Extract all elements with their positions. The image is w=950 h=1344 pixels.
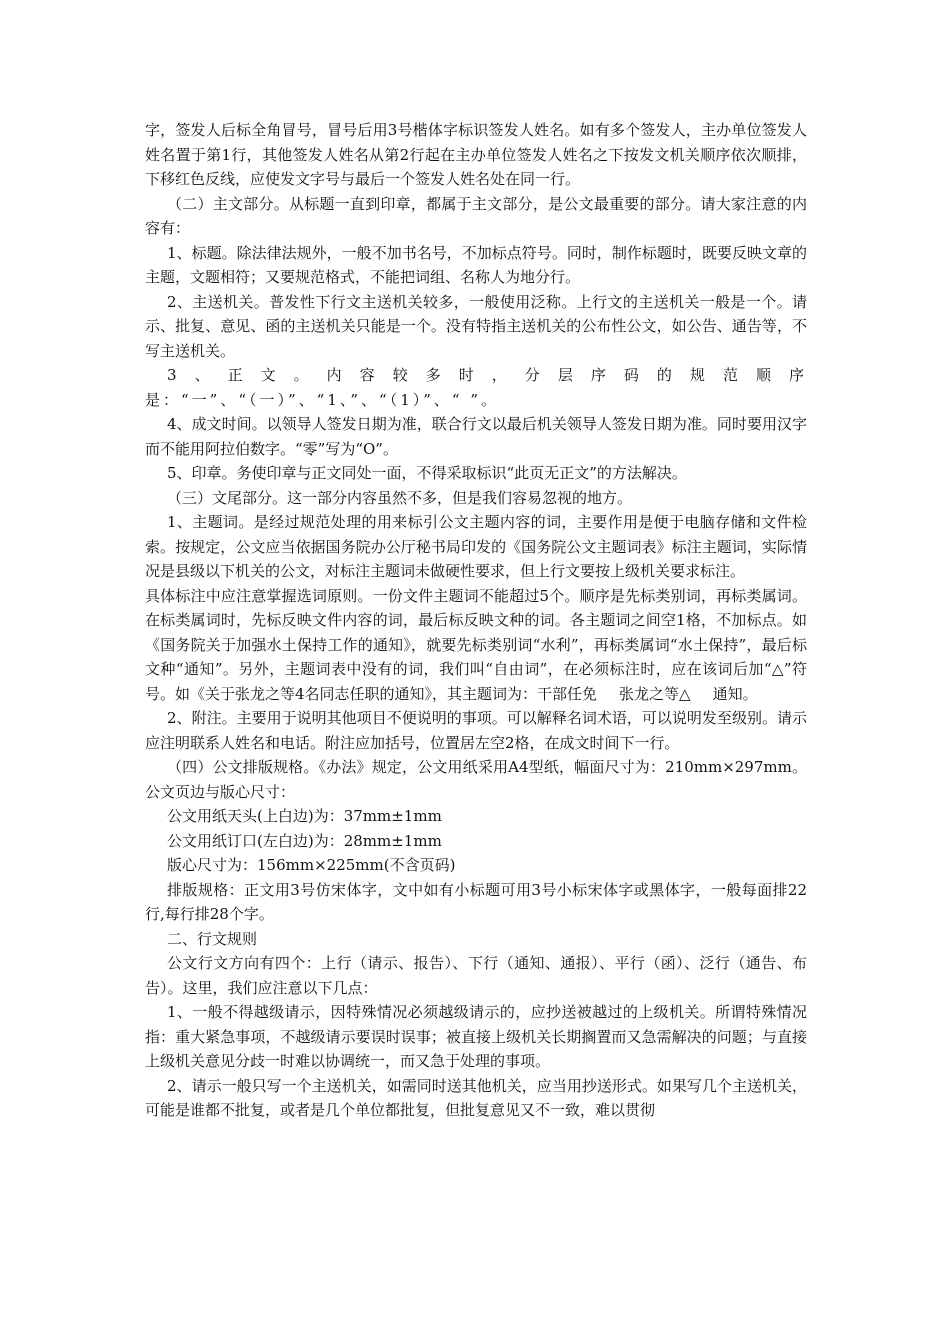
section-heading-rules: 二、行文规则 [167,929,258,948]
paragraph-seal: 5、印章。务使印章与正文同处一面，不得采取标识“此页无正文”的方法解决。 [167,464,687,482]
paragraph-top-margin: 公文用纸天头(上白边)为：37mm±1mm [167,807,442,825]
paragraph-main-text-heading: （二）主文部分。从标题一直到印章，都属于主文部分，是公文最重要的部分。请大家注意的内容有： [145,194,807,237]
paragraph-left-margin: 公文用纸订口(左白边)为：28mm±1mm [167,831,442,850]
subject-word-genre: 通知。 [712,684,758,703]
paragraph-signer: 字，签发人后标全角冒号，冒号后用3号楷体字标识签发人姓名。如有多个签发人，主办单位签发人姓名置于第1行，其他签发人姓名从第2行起在主办单位签发人姓名之下按发文机关顺序依次顺排，下移红色反线，应使发文字号与最后一个签发人姓名处在同一行。 [145,121,807,188]
paragraph-rule-1: 1、一般不得越级请示，因特殊情况必须越级请示的，应抄送被越过的上级机关。所谓特殊情况指：重大紧急事项，不越级请示要误时误事；被直接上级机关长期搁置而又急需解决的问题；与直接上级机关意见分歧一时难以协调统一，而又急于处理的事项。 [145,1003,807,1070]
paragraph-layout-spec: （四）公文排版规格。《办法》规定，公文用纸采用A4型纸，幅面尺寸为：210mm×297mm。公文页边与版心尺寸： [145,758,807,801]
paragraph-recipient: 2、主送机关。普发性下行文主送机关较多，一般使用泛称。上行文的主送机关一般是一个。请示、批复、意见、函的主送机关只能是一个。没有特指主送机关的公布性公文，如公告、通告等，不写主送机关。 [145,292,807,360]
document-page [145,118,807,1123]
paragraph-subject-rules [145,584,807,707]
subject-word-name: 张龙之等△ [619,684,691,703]
paragraph-date: 4、成文时间。以领导人签发日期为准，联合行文以最后机关领导人签发日期为准。同时要用汉字而不能用阿拉伯数字。“零”写为“O”。 [145,415,807,458]
paragraph-body: 3、正文。内容较多时，分层序码的规范顺序是：“一”、“（一）”、“1、”、“（1）”、“ ”。 [145,366,807,409]
paragraph-rule-2: 2、请示一般只写一个主送机关，如需同时送其他机关，应当用抄送形式。如果写几个主送机关，可能是谁都不批复，或者是几个单位都批复，但批复意见又不一致，难以贯彻 [145,1076,807,1119]
paragraph-title: 1、标题。除法律法规外，一般不加书名号，不加标点符号。同时，制作标题时，既要反映文章的主题，文题相符；又要规范格式，不能把词组、名称人为地分行。 [145,243,807,286]
paragraph-subject-words: 1、主题词。是经过规范处理的用来标引公文主题内容的词，主要作用是便于电脑存储和文件检索。按规定，公文应当依据国务院办公厅秘书局印发的《国务院公文主题词表》标注主题词，实际情况是县级以下机关的公文，对标注主题词未做硬性要求，但上行文要按上级机关要求标注。 [145,513,807,580]
subject-rules-text: 具体标注中应注意掌握选词原则。一份文件主题词不能超过5个。顺序是先标类别词，再标类属词。在标类属词时，先标反映文件内容的词，最后标反映文种的词。各主题词之间空1格，不加标点。如《国务院关于加强水土保持工作的通知》，就要先标类别词“水利”，再标类属词“水土保持”，最后标文种“通知”。另外，主题词表中没有的词，我们叫“自由词”，在必须标注时，应在该词后加“△”符号。如《关于张龙之等4名同志任职的通知》，其主题词为：干部任免 [145,586,807,703]
paragraph-ending-heading: （三）文尾部分。这一部分内容虽然不多，但是我们容易忽视的地方。 [167,488,633,507]
paragraph-annotation: 2、附注。主要用于说明其他项目不便说明的事项。可以解释名词术语，可以说明发至级别。请示应注明联系人姓名和电话。附注应加括号，位置居左空2格，在成文时间下一行。 [145,709,807,752]
paragraph-text-area: 版心尺寸为：156mm×225mm(不含页码) [167,856,456,874]
paragraph-directions: 公文行文方向有四个：上行（请示、报告）、下行（通知、通报）、平行（函）、泛行（通告、布告）。这里，我们应注意以下几点： [145,954,807,997]
paragraph-typesetting: 排版规格：正文用3号仿宋体字，文中如有小标题可用3号小标宋体字或黑体字，一般每面排22行,每行排28个字。 [145,880,807,923]
